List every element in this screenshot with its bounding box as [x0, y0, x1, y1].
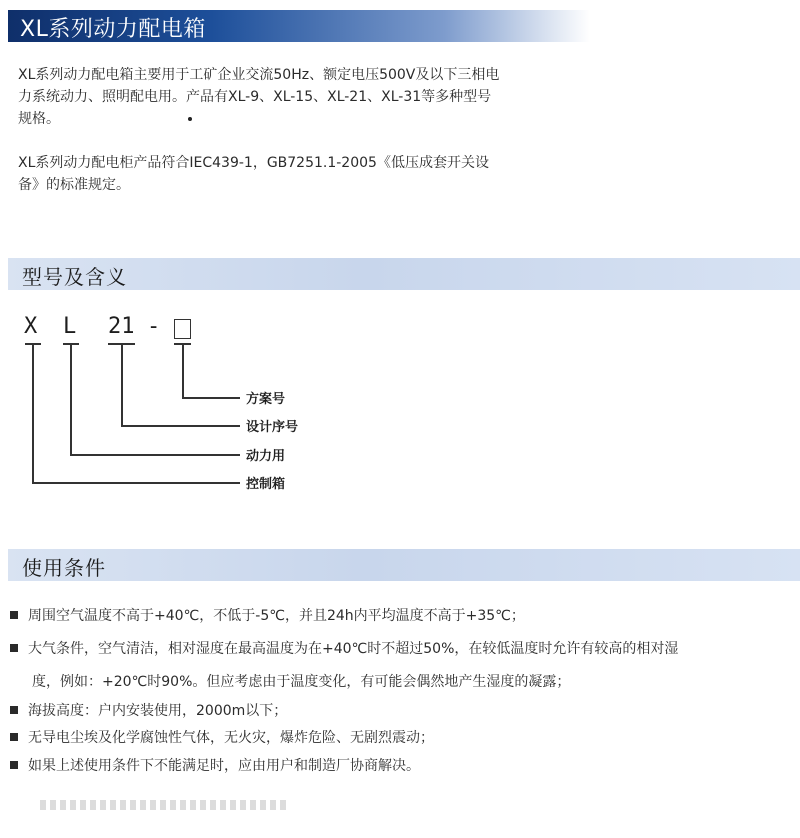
- conditions-section-header: [8, 549, 800, 581]
- connector-box-v: [182, 345, 184, 397]
- condition-item: 无导电尘埃及化学腐蚀性气体，无火灾，爆炸危险、无剧烈震动；: [10, 727, 800, 749]
- intro-paragraph-1: [18, 64, 618, 130]
- label-design-serial: 设计序号: [246, 420, 299, 435]
- label-scheme-number: 方案号: [246, 392, 286, 407]
- connector-box-h: [182, 397, 240, 399]
- connector-x-h: [32, 482, 240, 484]
- bullet-icon: [10, 644, 18, 652]
- intro-p1-line2: 力系统动力、照明配电用。产品有XL-9、XL-15、XL-21、XL-31等多种型号: [18, 89, 492, 105]
- code-placeholder-box: [174, 319, 191, 339]
- connector-21-h: [121, 425, 240, 427]
- intro-p2-line2: 备》的标准规定。: [18, 177, 130, 193]
- conditions-section-title: 使用条件: [22, 556, 106, 580]
- bullet-icon: [10, 733, 18, 741]
- code-dash: -: [147, 314, 161, 339]
- model-section-header: [8, 258, 800, 290]
- bullet-icon: [10, 706, 18, 714]
- connector-l-h: [70, 454, 240, 456]
- page-title: XL系列动力配电箱: [20, 17, 206, 42]
- intro-p1-line1: XL系列动力配电箱主要用于工矿企业交流50Hz、额定电压500V及以下三相电: [18, 67, 500, 83]
- label-control-box: 控制箱: [246, 477, 286, 492]
- code-x: X: [24, 314, 38, 339]
- connector-l-v: [70, 345, 72, 454]
- bullet-icon: [10, 611, 18, 619]
- condition-item: 大气条件，空气清洁，相对湿度在最高温度为在+40℃时不超过50%，在较低温度时允许有较高的相对湿: [10, 638, 800, 660]
- title-bar: [8, 10, 590, 42]
- condition-item: 周围空气温度不高于+40℃，不低于-5℃，并且24h内平均温度不高于+35℃；: [10, 605, 800, 627]
- label-power-use: 动力用: [246, 449, 286, 464]
- intro-p2-line1: XL系列动力配电柜产品符合IEC439-1，GB7251.1-2005《低压成套开关设: [18, 155, 489, 171]
- cut-off-text-fragment: [40, 800, 290, 810]
- condition-item: 海拔高度：户内安装使用，2000m以下；: [10, 700, 800, 722]
- bullet-icon: [10, 761, 18, 769]
- condition-item-continuation: 度，例如：+20℃时90%。但应考虑由于温度变化，有可能会偶然地产生湿度的凝露；: [32, 674, 571, 690]
- connector-x-v: [32, 345, 34, 482]
- code-l: L: [63, 314, 77, 339]
- code-21: 21: [108, 314, 135, 339]
- intro-p1-line3: 规格。: [18, 111, 60, 127]
- stray-dot: [188, 117, 192, 121]
- intro-paragraph-2: [18, 152, 618, 196]
- connector-21-v: [121, 345, 123, 425]
- condition-item: 如果上述使用条件下不能满足时，应由用户和制造厂协商解决。: [10, 755, 800, 777]
- model-section-title: 型号及含义: [22, 265, 127, 289]
